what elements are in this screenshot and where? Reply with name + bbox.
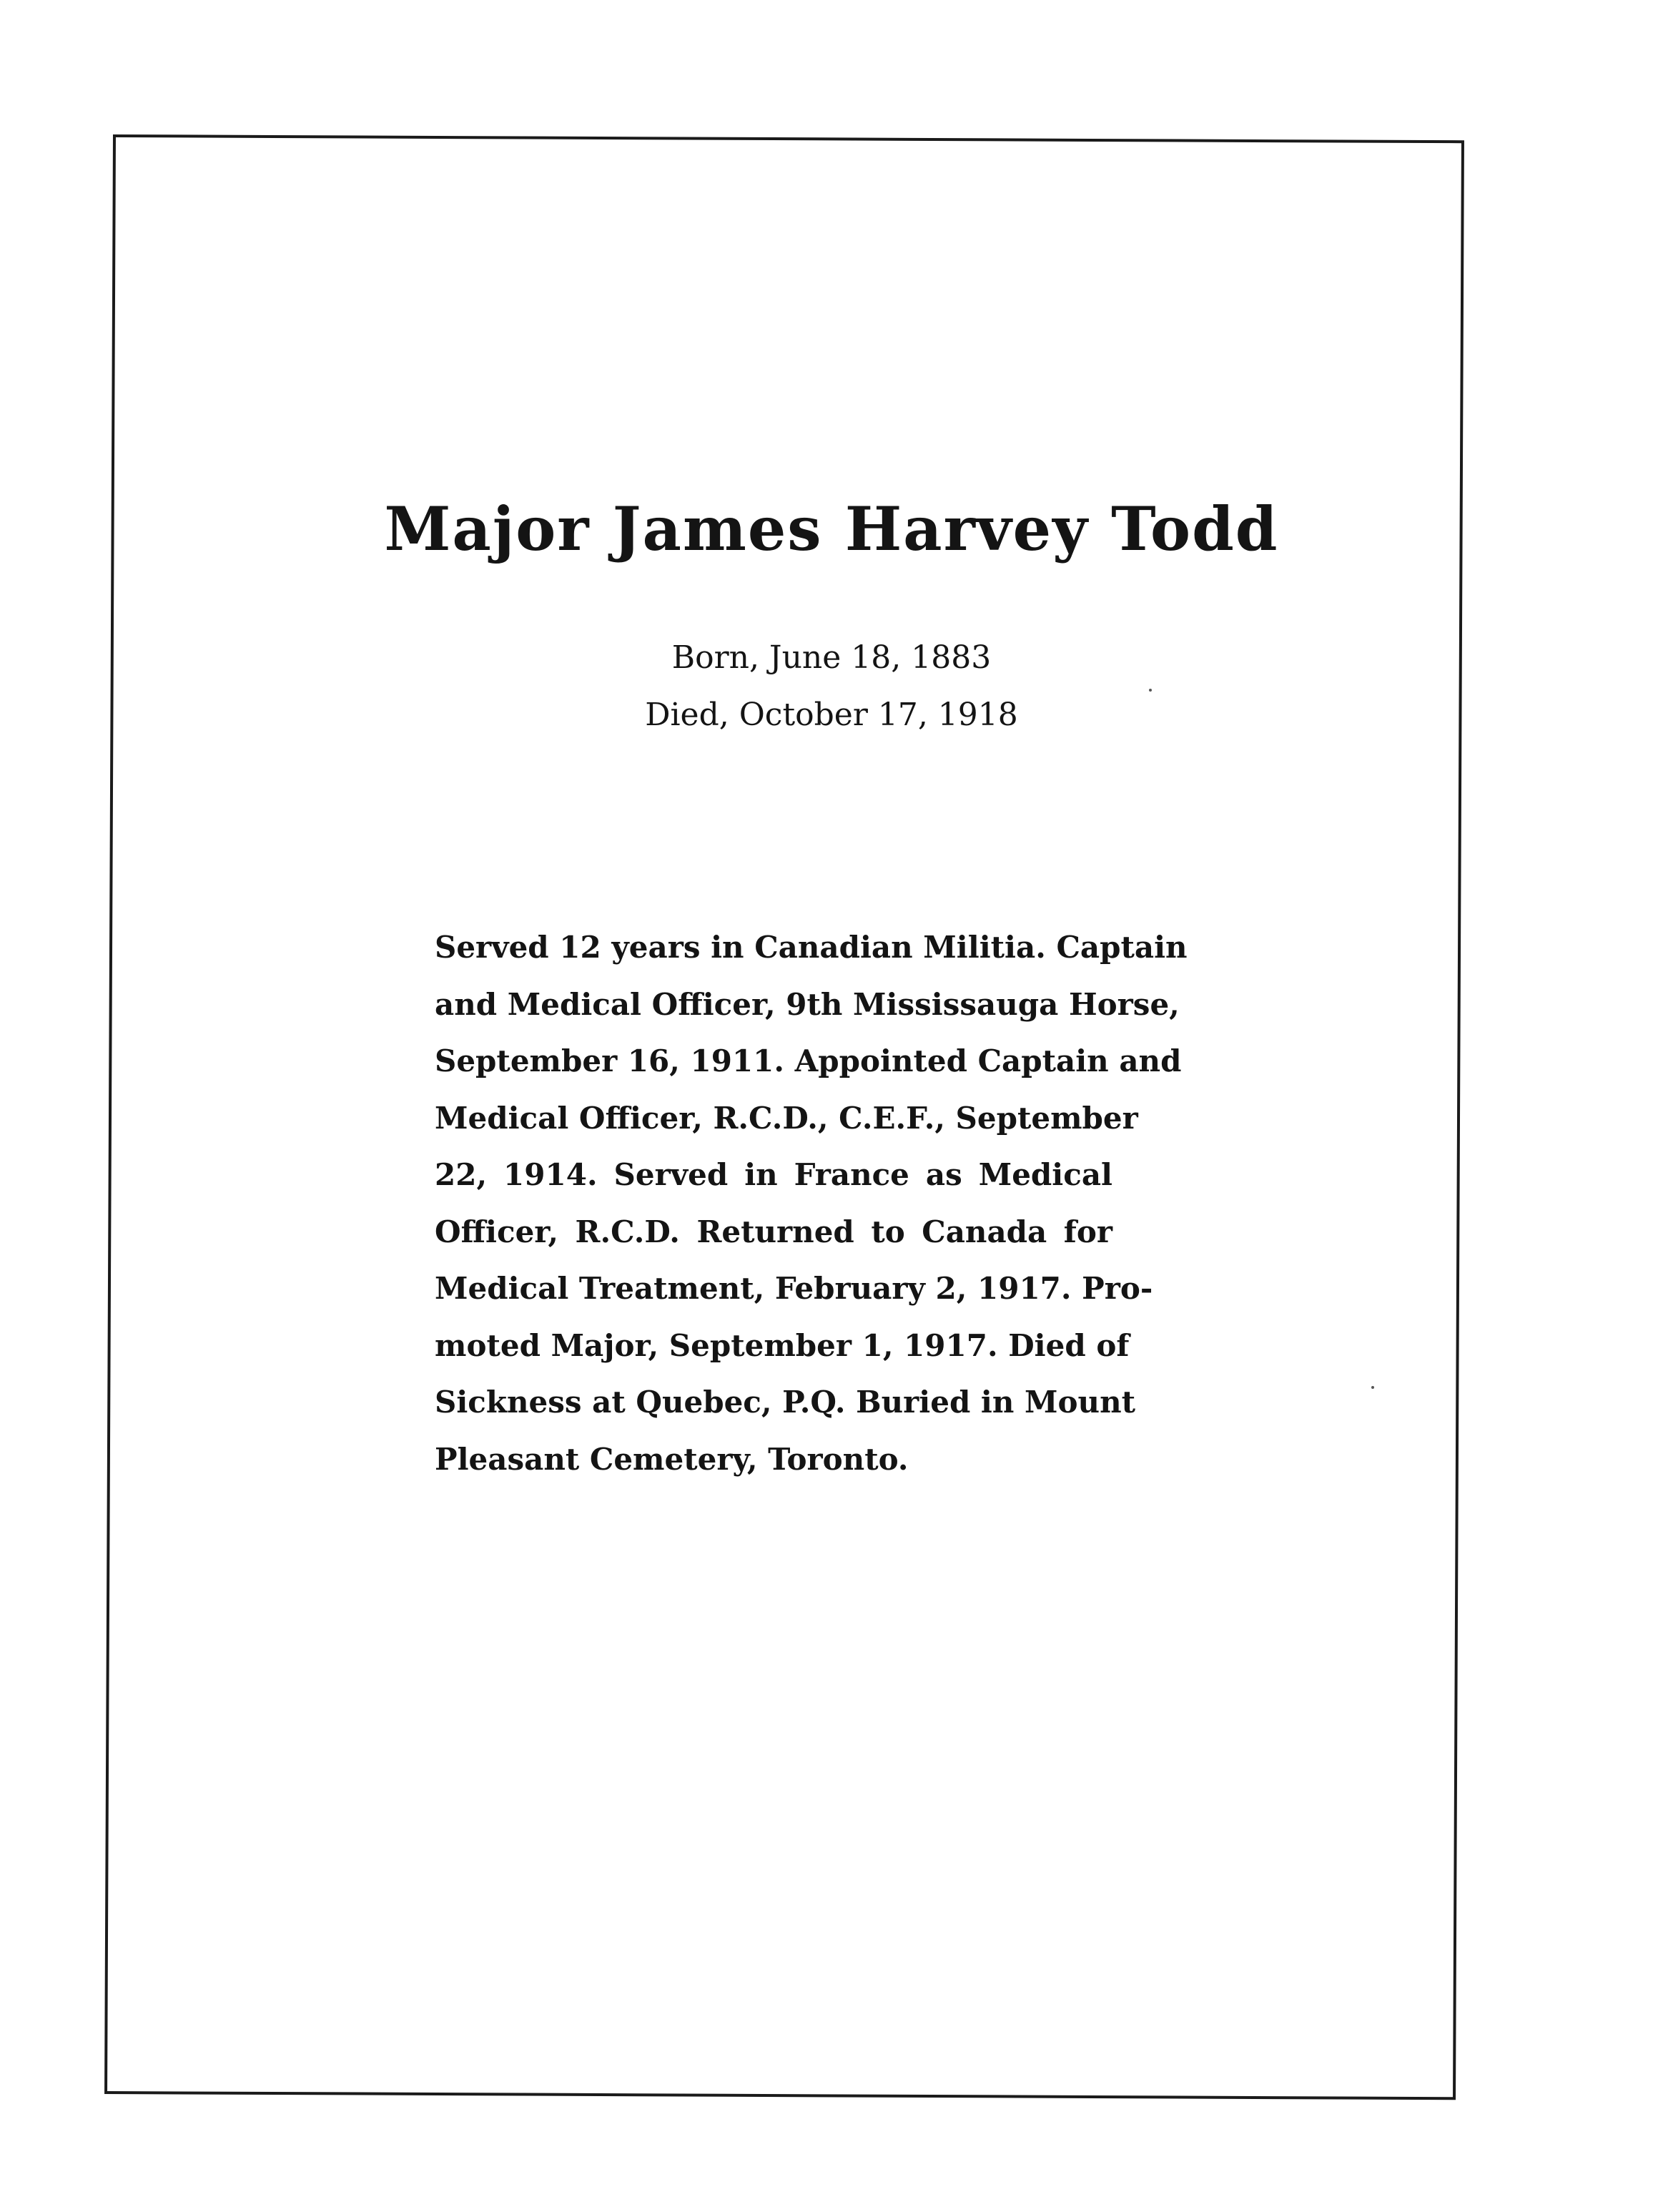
scan-speck xyxy=(1149,689,1152,692)
biography-line: moted Major, September 1, 1917. Died of xyxy=(435,1327,1130,1363)
scan-speck xyxy=(1371,1386,1374,1389)
page-title: Major James Harvey Todd xyxy=(384,493,1279,564)
biography-line: Pleasant Cemetery, Toronto. xyxy=(435,1441,909,1477)
biography-paragraph xyxy=(435,919,1188,1488)
biography-line: Officer, R.C.D. Returned to Canada for xyxy=(435,1214,1112,1249)
death-date: Died, October 17, 1918 xyxy=(645,697,1018,733)
biography-line: Served 12 years in Canadian Militia. Captain xyxy=(435,930,1188,965)
birth-date: Born, June 18, 1883 xyxy=(671,639,992,676)
biography-line: and Medical Officer, 9th Mississauga Horse, xyxy=(435,986,1180,1022)
life-dates xyxy=(0,629,1663,744)
biography-line: Medical Treatment, February 2, 1917. Pro- xyxy=(435,1271,1153,1306)
biography-line: Sickness at Quebec, P.Q. Buried in Mount xyxy=(435,1385,1136,1420)
biography-line: 22, 1914. Served in France as Medical xyxy=(435,1157,1112,1192)
biography-line: Medical Officer, R.C.D., C.E.F., September xyxy=(435,1100,1138,1136)
biography-line: September 16, 1911. Appointed Captain and xyxy=(435,1043,1182,1078)
